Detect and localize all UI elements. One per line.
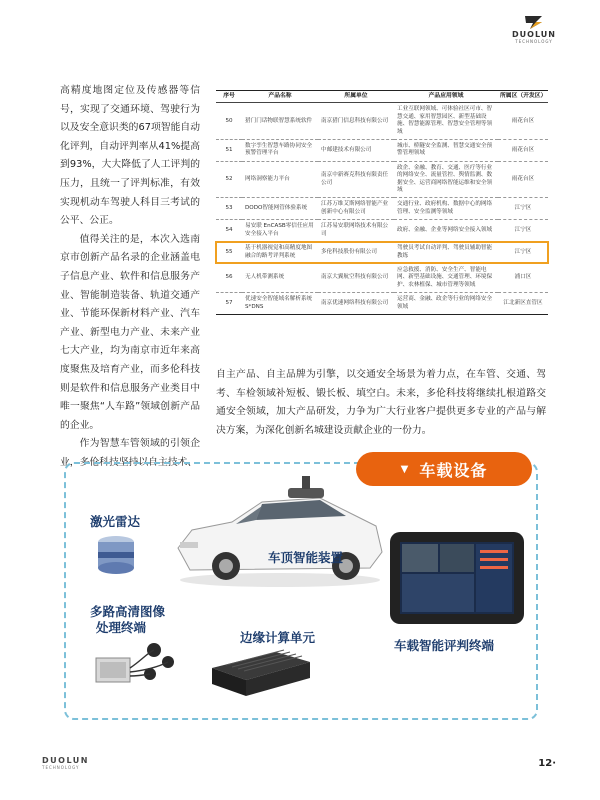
logo-mark-icon: [522, 14, 546, 30]
equipment-title: 车载设备: [419, 460, 488, 480]
table-row: [216, 161, 548, 198]
page-number: 12·: [538, 758, 556, 769]
header-no: 序号: [223, 93, 235, 99]
paragraph: 作为智慧车管领域的引领企业，多伦科技坚持以自主技术、: [60, 438, 200, 468]
header-product: 产品名称: [268, 93, 292, 99]
footer-brand: DUOLUN: [42, 756, 89, 765]
cell-unit: 南京中新赛克科技有限责任公司: [321, 172, 389, 186]
table-row: [216, 140, 548, 162]
label-camera-unit-line2: 处理终端: [96, 620, 147, 635]
cell-no: 57: [225, 299, 233, 306]
cell-zone: 雨花台区: [511, 175, 535, 182]
closing-paragraph: 自主产品、自主品牌为引擎，以交通安全场景为着力点，在车管、交通、驾考、车检领域补短板、锻长板、填空白。未来，多伦科技将继续扎根道路交通安全领域，加大产品研发，力争为广大行业客户提供更多专业的产品与解决方案，为深化创新名城建设贡献企业的一份力。: [216, 369, 546, 436]
cell-area: 应急救援、消防、安全生产、智能电网、新型基础设施、交通管理、环境保护、农林植保、城市管理等领域: [397, 266, 493, 288]
cell-area: 运营商、金融、政企等行业的网络安全领域: [397, 296, 493, 310]
cell-zone: 江宁区: [514, 248, 532, 255]
cell-no: 55: [225, 248, 233, 255]
table-row: [216, 198, 548, 220]
cell-zone: 浦口区: [514, 274, 532, 281]
label-terminal: 车载智能评判终端: [394, 638, 495, 653]
cell-area: 交通行业、政府机构、数据中心的网络管理、安全监测等领域: [397, 201, 493, 215]
table-header-row: [216, 91, 548, 103]
header-zone: 所属区（开发区）: [500, 93, 547, 99]
cell-area: 驾驶员考试自动评判、驾驶员辅助智能教练: [397, 245, 493, 259]
cell-product: 易安联 EnCASB零信任应用安全接入平台: [245, 223, 314, 237]
cell-zone: 江宁区: [514, 205, 532, 212]
cell-product: 无人机带测系统: [245, 274, 285, 281]
company-logo: [506, 14, 562, 52]
cell-unit: 江苏易安联网络技术有限公司: [321, 223, 389, 237]
cell-unit: 中邮建技术有限公司: [321, 146, 372, 153]
table-row: [216, 293, 548, 315]
cell-no: 56: [225, 274, 233, 281]
cell-no: 53: [225, 205, 233, 212]
logo-tagline: TECHNOLOGY: [515, 39, 553, 44]
left-article-column: [60, 82, 200, 472]
table-row: [216, 242, 548, 264]
cell-no: 54: [225, 226, 233, 233]
header-area: 产品应用领域: [428, 93, 464, 99]
cell-product: 数字孪生智慧车路协同安全预警管理平台: [245, 143, 313, 157]
camera-unit-icon: [90, 640, 180, 694]
cell-zone: 雨花台区: [511, 146, 535, 153]
innovation-product-table: [216, 90, 548, 315]
label-lidar: 激光雷达: [90, 514, 141, 529]
lidar-device-icon: [94, 534, 138, 578]
vehicle-equipment-panel: [64, 462, 538, 720]
footer-logo: [42, 756, 89, 770]
cell-no: 52: [225, 175, 233, 182]
cell-no: 50: [225, 117, 233, 124]
cell-unit: 南京优速网络科技有限公司: [321, 299, 389, 306]
cell-product: 优速安全智能域名解析系统 S*DNS: [245, 296, 313, 310]
cell-no: 51: [225, 146, 233, 153]
table-row: [216, 220, 548, 242]
cell-product: 猎门门话物联智慧系统软件: [245, 117, 313, 124]
edge-compute-unit-icon: [206, 642, 316, 702]
cell-area: 政府、金融、企业等网络安全接入领域: [397, 226, 493, 233]
paragraph: 高精度地图定位及传感器等信号，实现了交通环境、驾驶行为以及安全意识类的67项智能自动化评判，自动评判率从41%提高到93%，大大降低了人工评判的压力，且统一了评判标准，有效实现机动车驾驶人科目三考试的公平、公正。: [60, 85, 200, 227]
cell-zone: 江北新区直管区: [503, 299, 543, 306]
car-illustration: [170, 472, 390, 590]
label-edge-unit: 边缘计算单元: [240, 630, 316, 645]
footer-tagline: TECHNOLOGY: [42, 765, 80, 770]
cell-unit: 南京大翼航空科技有限公司: [321, 274, 389, 281]
cell-zone: 江宁区: [514, 226, 532, 233]
header-unit: 所属单位: [344, 93, 368, 99]
cell-product: 网络洞察能力平台: [245, 175, 290, 182]
cell-product: 基于机器视觉和高精度地图融合的路考评判系统: [245, 245, 313, 259]
table-row: [216, 263, 548, 292]
tablet-terminal-icon: [388, 530, 526, 626]
logo-brand: DUOLUN: [512, 30, 556, 39]
label-roof-device: 车顶智能装置: [268, 550, 344, 565]
cell-product: DODO智能网管体验系统: [245, 205, 308, 212]
paragraph: 值得关注的是，本次入选南京市创新产品名录的企业涵盖电子信息产业、软件和信息服务产业、智能制造装备、轨道交通产业、节能环保新材料产业、汽车产业、新型电力产业、未来产业七大产业，均为南京市近年来高度聚焦及培育产业，而多伦科技则是软件和信息服务产业类目中唯一聚焦“人车路”领域创新产品的企业。: [60, 233, 200, 431]
table-row: [216, 103, 548, 140]
cell-unit: 江苏万维艾斯网络智能产业创新中心有限公司: [321, 201, 389, 215]
triangle-down-icon: ▼: [400, 463, 410, 475]
cell-area: 工业互联网领域、可体验社区可市、智慧交通、家用智慧园区、新型基础设施、智慧能源管理、智慧安全管理等领域: [397, 106, 493, 135]
cell-area: 政企、金融、教育、交通、医疗等行业的网络安全、流量管控、舆情监测、数据安全、运营商网络智能运维和安全领域: [397, 164, 493, 194]
cell-unit: 南京猎门信息科技有限公司: [321, 117, 389, 124]
cell-unit: 多伦科技股份有限公司: [321, 248, 377, 255]
cell-zone: 雨花台区: [511, 117, 535, 124]
cell-area: 城市、桥隧安全监测、智慧交通安全预警管理领域: [397, 143, 493, 157]
label-camera-unit-line1: 多路高清图像: [90, 604, 166, 619]
